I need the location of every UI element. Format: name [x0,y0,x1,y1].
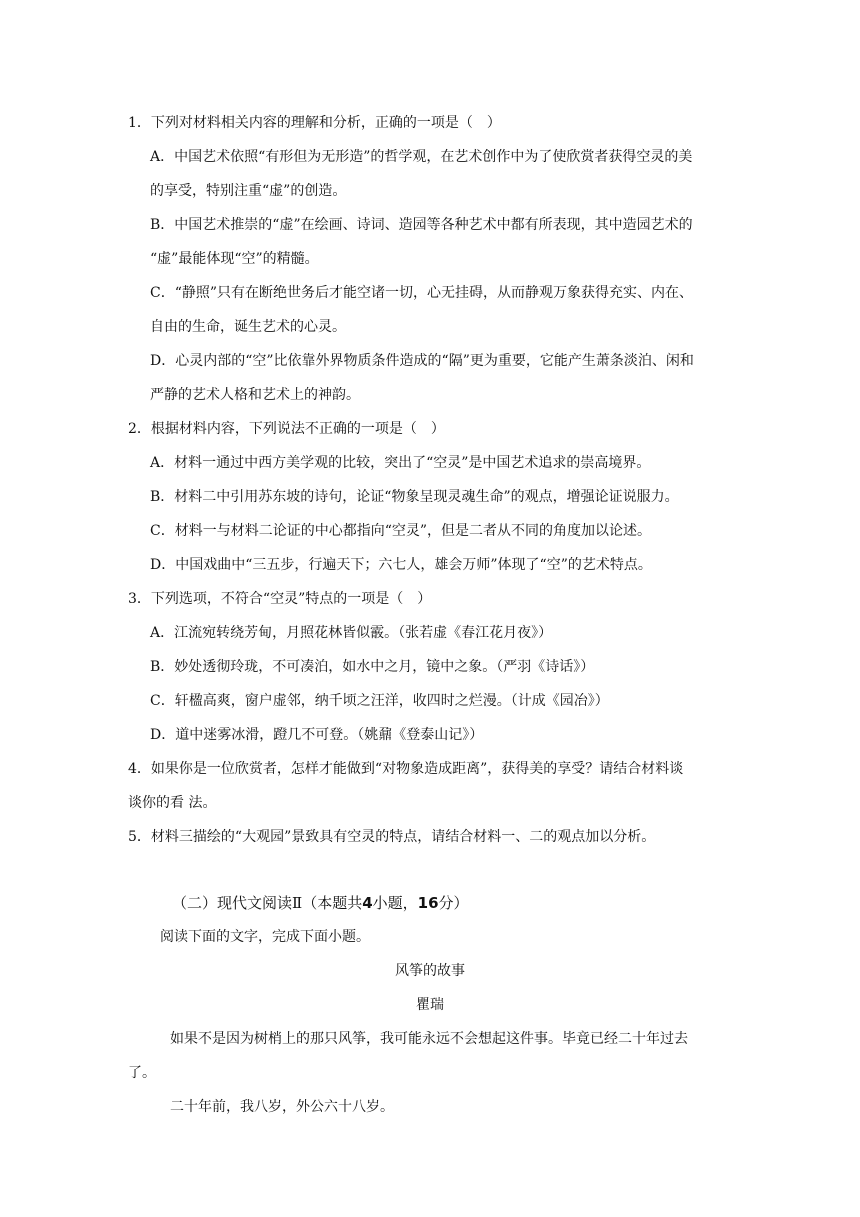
section-heading [172,893,469,913]
question-5-stem: 5．材料三描绘的“大观园”景致具有空灵的特点，请结合材料一、二的观点加以分析。 [128,829,656,845]
story-paragraph-2: 二十年前，我八岁，外公六十八岁。 [170,1099,394,1115]
question-1-option-c: C．“静照”只有在断绝世务后才能空诸一切，心无挂碍，从而静观万象获得充实、内在、 [150,285,694,301]
section-points: 16 [417,894,439,912]
question-1-option-a-cont: 的享受，特别注重“虚”的创造。 [150,183,347,199]
question-1-option-b: B．中国艺术推崇的“虚”在绘画、诗词、造园等各种艺术中都有所表现，其中造园艺术的 [150,217,693,233]
question-1-stem: 1．下列对材料相关内容的理解和分析，正确的一项是（ ） [128,115,501,131]
question-2-stem: 2．根据材料内容，下列说法不正确的一项是（ ） [128,421,445,437]
question-4-stem-cont: 谈你的看 法。 [128,795,217,811]
question-2-option-a: A．材料一通过中西方美学观的比较，突出了“空灵”是中国艺术追求的崇高境界。 [150,455,651,471]
question-2-option-b: B．材料二中引用苏东坡的诗句，论证“物象呈现灵魂生命”的观点，增强论证说服力。 [150,489,679,505]
section-heading-post: 分） [438,894,469,912]
story-title: 风筝的故事 [395,963,465,979]
question-3-option-a: A．江流宛转绕芳甸，月照花林皆似霰。（张若虚《春江花月夜》） [150,625,553,641]
question-1-option-b-cont: “虚”最能体现“空”的精髓。 [150,251,319,267]
story-author: 瞿瑞 [416,997,444,1013]
question-3-option-b: B．妙处透彻玲珑，不可凑泊，如水中之月，镜中之象。（严羽《诗话》） [150,659,595,675]
question-3-stem: 3．下列选项，不符合“空灵”特点的一项是（ ） [128,591,432,607]
question-2-option-d: D．中国戏曲中“三五步，行遍天下；六七人，雄会万师”体现了“空”的艺术特点。 [150,557,652,573]
question-1-option-a: A．中国艺术依照“有形但为无形造”的哲学观，在艺术创作中为了使欣赏者获得空灵的美 [150,149,693,165]
question-1-option-c-cont: 自由的生命，诞生艺术的心灵。 [150,319,346,335]
section-heading-pre: （二）现代文阅读Ⅱ（本题共 [172,894,363,912]
question-1-option-d: D．心灵内部的“空”比依靠外界物质条件造成的“隔”更为重要，它能产生萧条淡泊、闲和 [150,353,694,369]
question-1-option-d-cont: 严静的艺术人格和艺术上的神韵。 [150,387,360,403]
section-question-count: 4 [362,894,373,912]
question-2-option-c: C．材料一与材料二论证的中心都指向“空灵”，但是二者从不同的角度加以论述。 [150,523,652,539]
story-paragraph-1: 如果不是因为树梢上的那只风筝，我可能永远不会想起这件事。毕竟已经二十年过去 [170,1031,688,1047]
reading-instruction: 阅读下面的文字，完成下面小题。 [160,929,370,945]
story-paragraph-1-cont: 了。 [128,1065,156,1081]
section-heading-mid: 小题， [372,894,418,912]
question-3-option-d: D．道中迷雾冰滑，蹬几不可登。（姚鼐《登泰山记》） [150,727,484,743]
question-4-stem: 4．如果你是一位欣赏者，怎样才能做到“对物象造成距离”，获得美的享受？请结合材料谈 [128,761,684,777]
question-3-option-c: C．轩楹高爽，窗户虚邻，纳千顷之汪洋，收四时之烂漫。（计成《园冶》） [150,693,609,709]
